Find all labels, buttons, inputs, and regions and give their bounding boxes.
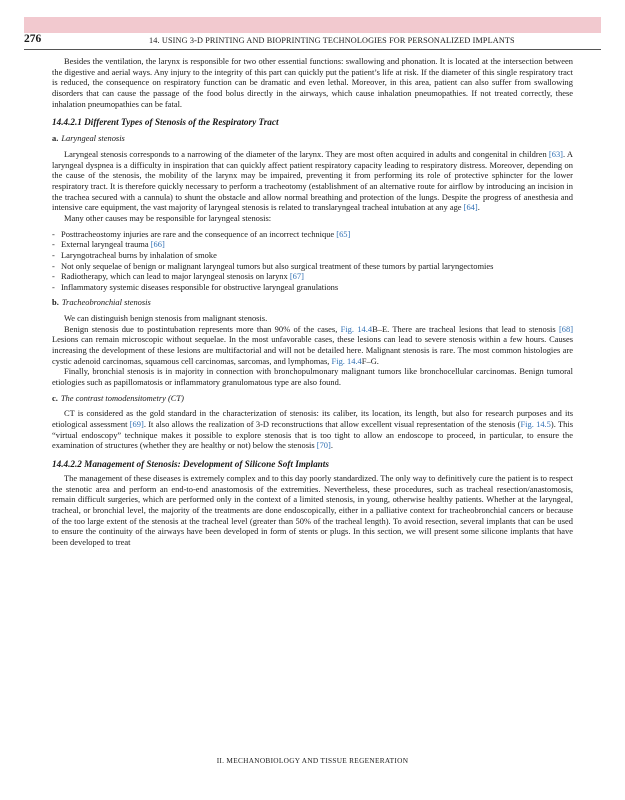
text-run: Besides the ventilation, the larynx is responsible for two other essential functions: swallowing and phonation. It is located at the intersection between the digestive and aerial ways. Any injury to the integrity of this part can quickly put the patient’s life at risk. If the diameter of this single respiratory tract is reduced, the consequence on respiratory function can be dramatic and even lethal. Moreover, in this area, patient can also suffer from swallowing disorders that can cause the passage of the food bolus directly in the airways, which cause inhalation pneumopathies. If not treated correctly, these inhalation pneumopathies can be fatal.: [52, 56, 573, 109]
text-run: ). This “virtual endoscopy” technique makes it possible to explore stenosis that is too tight to allow an endoscope to proceed, in particular, to ensure the examination of structures (whether they are healthy or not) below the stenosis: [52, 419, 573, 451]
list-item: [52, 282, 573, 293]
subsection-heading: [52, 133, 573, 144]
page-footer: II. MECHANOBIOLOGY AND TISSUE REGENERATION: [216, 756, 409, 765]
header-rule: [24, 49, 601, 50]
subsection-heading: [52, 297, 573, 308]
text-run: External laryngeal trauma: [61, 239, 151, 250]
text-run: B–E. There are tracheal lesions that lead to stenosis: [372, 323, 559, 334]
text-run: . A laryngeal dyspnea is a difficulty in inspiration that can quickly affect patient respiratory capacity leading to respiratory distress. Moreover, depending on the cause of the stenosis, the mobility of the larynx may be impaired, preventing it from performing its role of protective sphincter for the lower respiratory tract. It is therefore quickly necessary to perform a tracheotomy (establishment of an alternative route for airflow by introducing an incision in the trachea secured with a cannula) to shunt the obstacle and allow normal breathing and protection of the lungs. Despite the progress of anesthesia and intensive care equipment, the vast majority of laryngeal stenosis is related to translaryngeal tracheal intubation at any age: [52, 148, 573, 213]
text-run: Benign stenosis due to postintubation represents more than 90% of the cases,: [64, 323, 341, 334]
running-head: 14. USING 3-D PRINTING AND BIOPRINTING TECHNOLOGIES FOR PERSONALIZED IMPLANTS: [149, 36, 515, 45]
reference-link[interactable]: [70]: [316, 440, 331, 451]
reference-link[interactable]: Fig. 14.5: [520, 419, 551, 430]
paragraph: [52, 473, 573, 548]
text-run: F–G.: [361, 355, 379, 366]
list-item: [52, 261, 573, 272]
text-run: Not only sequelae of benign or malignant laryngeal tumors but also surgical treatment of these tumors by partial laryngectomies: [61, 260, 494, 271]
text-run: The management of these diseases is extremely complex and to this day poorly standardized. The only way to definitively cure the patient is to respect the stenotic area and perform an end-to-end anastomosis of the extremities. Nevertheless, these procedures, such as tracheal resection/anastomosis, remain difficult surgeries, which are performed only in the context of a limited stenosis, in young, otherwise healthy patients. Whether at the laryngeal, tracheal, or bronchial level, the majority of the treatments are done endoscopically, either in a palliative context for tracheobronchial cancers or because of the too large extent of the stenosis at the tracheal level (greater than 50% of the tracheal length). To avoid resection, several implants that can be used to ensure the continuity of the airways have been developed in form of stents or plugs. In this section, we will present some silicone implants that have been developed to treat: [52, 473, 573, 547]
text-run: Lesions can remain microscopic without sequelae. In the most unfavorable cases, these lesions can lead to severe stenosis within a few hours. Causes increasing the development of these lesions are multifactorial and will not be detailed here. Malignant stenosis is rare. The most common histologies are cystic adenoid carcinomas, squamous cell carcinomas, sarcomas, and lymphomas,: [52, 334, 573, 366]
text-run: Laryngeal stenosis corresponds to a narrowing of the diameter of the larynx. They are most often acquired in adults and congenital in children: [64, 148, 549, 159]
paragraph: [52, 149, 573, 213]
text-run: CT is considered as the gold standard in the characterization of stenosis: its caliber, its location, its length, but also for research purposes and its etiological assessment: [52, 408, 573, 430]
reference-link[interactable]: [63]: [548, 148, 563, 159]
text-run: . It also allows the realization of 3-D reconstructions that allow excellent visual representation of the stenosis (: [143, 419, 521, 430]
subsection-title: Tracheobronchial stenosis: [61, 297, 151, 308]
page-body: [52, 56, 573, 548]
text-run: Finally, bronchial stenosis is in majority in connection with bronchopulmonary malignant tumors like bronchocellular carcinomas. Benign tumoral etiologies such as papillomatosis or inflammatory granulomatous type are also found.: [52, 366, 573, 388]
list-item: [52, 239, 573, 250]
reference-link[interactable]: [67]: [289, 271, 304, 282]
reference-link[interactable]: [65]: [336, 228, 351, 239]
text-run: Many other causes may be responsible for laryngeal stenosis:: [64, 212, 272, 223]
subsection-title: Laryngeal stenosis: [61, 133, 125, 144]
top-color-band: [24, 17, 601, 33]
text-run: Posttracheostomy injuries are rare and the consequence of an incorrect technique: [61, 228, 337, 239]
subsection-letter: c.: [52, 392, 58, 403]
subsection-letter: a.: [52, 133, 59, 144]
subsection-title: The contrast tomodensitometry (CT): [60, 392, 184, 403]
text-run: Radiotherapy, which can lead to major laryngeal stenosis on larynx: [61, 271, 290, 282]
paragraph: [52, 213, 573, 224]
list-item: [52, 229, 573, 240]
paragraph: [52, 408, 573, 451]
page-number: 276: [24, 33, 42, 45]
section-heading: 14.4.2.2 Management of Stenosis: Development of Silicone Soft Implants: [52, 459, 329, 469]
list-item: [52, 250, 573, 261]
reference-link[interactable]: [64]: [463, 202, 478, 213]
reference-link[interactable]: Fig. 14.4: [340, 323, 373, 334]
paragraph: [52, 56, 573, 109]
reference-link[interactable]: [66]: [150, 239, 165, 250]
paragraph: [52, 313, 573, 324]
text-run: Inflammatory systemic diseases responsible for obstructive laryngeal granulations: [61, 281, 339, 292]
subsection-heading: [52, 393, 573, 404]
page-header: [24, 35, 601, 47]
reference-link[interactable]: Fig. 14.4: [331, 355, 362, 366]
subsection-letter: b.: [52, 297, 59, 308]
section-heading: 14.4.2.1 Different Types of Stenosis of the Respiratory Tract: [52, 117, 279, 128]
list-item: [52, 271, 573, 282]
paragraph: [52, 366, 573, 387]
reference-link[interactable]: [69]: [129, 419, 144, 430]
text-run: Laryngotracheal burns by inhalation of smoke: [61, 249, 217, 260]
causes-list: [52, 229, 573, 293]
text-run: .: [477, 202, 480, 213]
text-run: We can distinguish benign stenosis from malignant stenosis.: [64, 313, 268, 324]
paragraph: [52, 324, 573, 367]
text-run: .: [330, 440, 333, 451]
reference-link[interactable]: [68]: [558, 323, 574, 334]
